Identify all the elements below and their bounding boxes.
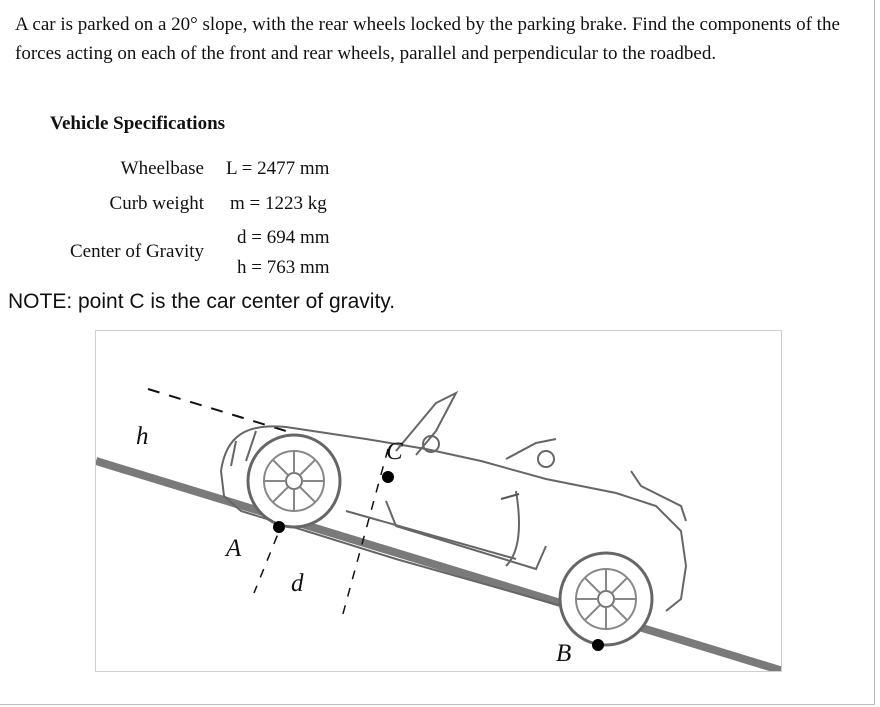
curb-weight-value: m = 1223 kg xyxy=(230,193,327,214)
specs-title: Vehicle Specifications xyxy=(50,113,226,134)
curb-weight-label: Curb weight xyxy=(109,193,204,214)
cg-h-value: h = 763 mm xyxy=(237,257,330,278)
car-diagram xyxy=(95,330,782,672)
car-diagram-svg xyxy=(96,331,782,672)
point-A-dot xyxy=(273,521,285,533)
point-B-dot xyxy=(592,639,604,651)
cg-d-value: d = 694 mm xyxy=(237,227,330,248)
note-text: NOTE: point C is the car center of gravity. xyxy=(8,290,396,313)
road-surface xyxy=(96,461,782,671)
problem-statement: A car is parked on a 20° slope, with the rear wheels locked by the parking brake. Find the components of the forces acting on each of the front and rear wheels, parallel and perpendicular to the roadbed. xyxy=(15,14,840,64)
wheelbase-value: L = 2477 mm xyxy=(226,158,330,179)
headrest-rear xyxy=(538,451,554,467)
point-C-dot xyxy=(382,471,394,483)
label-B: B xyxy=(556,640,572,667)
label-d: d xyxy=(291,570,304,597)
label-h: h xyxy=(136,423,149,450)
wheelbase-label: Wheelbase xyxy=(120,158,204,179)
rear-wheel xyxy=(560,553,652,645)
label-A: A xyxy=(226,535,242,562)
front-wheel xyxy=(248,435,340,527)
center-of-gravity-label: Center of Gravity xyxy=(69,241,204,262)
h-reference-line xyxy=(148,389,286,431)
label-C: C xyxy=(386,438,403,465)
